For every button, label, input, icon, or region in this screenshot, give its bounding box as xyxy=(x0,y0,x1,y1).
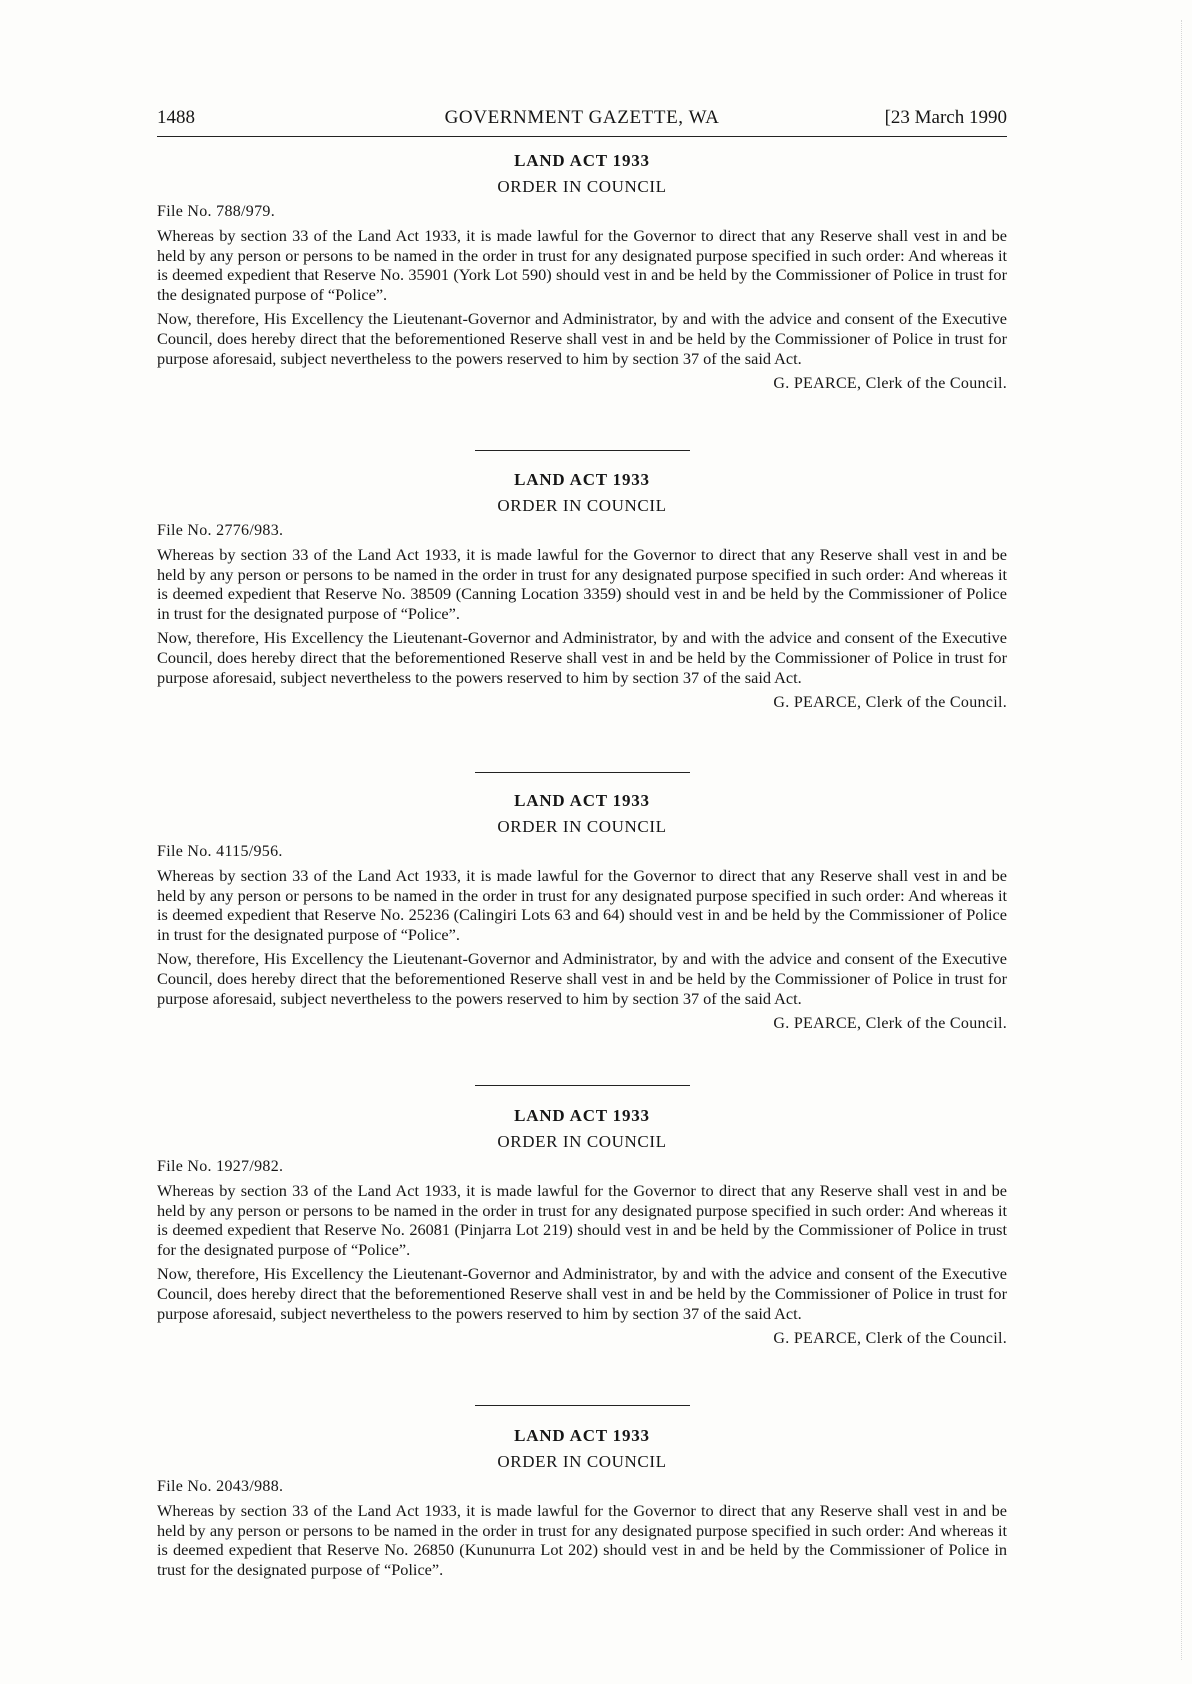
notice-subheading: ORDER IN COUNCIL xyxy=(497,1452,667,1471)
signature: G. PEARCE, Clerk of the Council. xyxy=(773,1330,1007,1348)
file-number: File No. 4115/956. xyxy=(157,843,283,860)
whereas-paragraph: Whereas by section 33 of the Land Act 1933, it is made lawful for the Governor to direct that any Reserve shall vest in and be held by any person or persons to be named in the order in trust for any designated purpose specified in such order: And whereas it is deemed expedient that Reserve No. 35901 (York Lot 590) should vest in and be held by the Commissioner of Police in trust for the designated purpose of “Police”. xyxy=(157,226,1007,304)
issue-date: [23 March 1990 xyxy=(884,107,1007,128)
signature: G. PEARCE, Clerk of the Council. xyxy=(773,375,1007,393)
notice-subheading: ORDER IN COUNCIL xyxy=(497,177,667,196)
notice xyxy=(157,1105,1007,1349)
order-paragraph: Now, therefore, His Excellency the Lieutenant-Governor and Administrator, by and with the advice and consent of the Executive Council, does hereby direct that the beforementioned Reserve shall vest in and be held by the Commissioner of Police in trust for purpose aforesaid, subject nevertheless to the powers reserved to him by section 37 of the said Act. xyxy=(157,1264,1007,1323)
notice-subheading: ORDER IN COUNCIL xyxy=(497,817,667,836)
whereas-paragraph: Whereas by section 33 of the Land Act 1933, it is made lawful for the Governor to direct that any Reserve shall vest in and be held by any person or persons to be named in the order in trust for any designated purpose specified in such order: And whereas it is deemed expedient that Reserve No. 26850 (Kununurra Lot 202) should vest in and be held by the Commissioner of Police in trust for the designated purpose of “Police”. xyxy=(157,1501,1007,1579)
file-number: File No. 2043/988. xyxy=(157,1478,284,1495)
section-divider xyxy=(475,450,690,451)
order-paragraph: Now, therefore, His Excellency the Lieutenant-Governor and Administrator, by and with the advice and consent of the Executive Council, does hereby direct that the beforementioned Reserve shall vest in and be held by the Commissioner of Police in trust for purpose aforesaid, subject nevertheless to the powers reserved to him by section 37 of the said Act. xyxy=(157,949,1007,1008)
notice xyxy=(157,469,1007,713)
publication-title: GOVERNMENT GAZETTE, WA xyxy=(444,107,720,128)
section-divider xyxy=(475,1085,690,1086)
notice-heading: LAND ACT 1933 xyxy=(514,1426,650,1445)
notice xyxy=(157,1425,1007,1579)
signature: G. PEARCE, Clerk of the Council. xyxy=(773,1015,1007,1033)
file-number: File No. 788/979. xyxy=(157,203,275,220)
section-divider xyxy=(475,772,690,773)
notice-heading: LAND ACT 1933 xyxy=(514,151,650,170)
whereas-paragraph: Whereas by section 33 of the Land Act 1933, it is made lawful for the Governor to direct that any Reserve shall vest in and be held by any person or persons to be named in the order in trust for any designated purpose specified in such order: And whereas it is deemed expedient that Reserve No. 26081 (Pinjarra Lot 219) should vest in and be held by the Commissioner of Police in trust for the designated purpose of “Police”. xyxy=(157,1181,1007,1259)
notice-heading: LAND ACT 1933 xyxy=(514,791,650,810)
whereas-paragraph: Whereas by section 33 of the Land Act 1933, it is made lawful for the Governor to direct that any Reserve shall vest in and be held by any person or persons to be named in the order in trust for any designated purpose specified in such order: And whereas it is deemed expedient that Reserve No. 38509 (Canning Location 3359) should vest in and be held by the Commissioner of Police in trust for the designated purpose of “Police”. xyxy=(157,545,1007,623)
notice xyxy=(157,150,1007,394)
file-number: File No. 1927/982. xyxy=(157,1158,284,1175)
signature: G. PEARCE, Clerk of the Council. xyxy=(773,694,1007,712)
page-header xyxy=(157,100,1007,137)
scan-edge xyxy=(1181,20,1182,1660)
section-divider xyxy=(475,1405,690,1406)
order-paragraph: Now, therefore, His Excellency the Lieutenant-Governor and Administrator, by and with the advice and consent of the Executive Council, does hereby direct that the beforementioned Reserve shall vest in and be held by the Commissioner of Police in trust for purpose aforesaid, subject nevertheless to the powers reserved to him by section 37 of the said Act. xyxy=(157,309,1007,368)
order-paragraph: Now, therefore, His Excellency the Lieutenant-Governor and Administrator, by and with the advice and consent of the Executive Council, does hereby direct that the beforementioned Reserve shall vest in and be held by the Commissioner of Police in trust for purpose aforesaid, subject nevertheless to the powers reserved to him by section 37 of the said Act. xyxy=(157,628,1007,687)
notice-heading: LAND ACT 1933 xyxy=(514,470,650,489)
whereas-paragraph: Whereas by section 33 of the Land Act 1933, it is made lawful for the Governor to direct that any Reserve shall vest in and be held by any person or persons to be named in the order in trust for any designated purpose specified in such order: And whereas it is deemed expedient that Reserve No. 25236 (Calingiri Lots 63 and 64) should vest in and be held by the Commissioner of Police in trust for the designated purpose of “Police”. xyxy=(157,866,1007,944)
file-number: File No. 2776/983. xyxy=(157,522,284,539)
notice-heading: LAND ACT 1933 xyxy=(514,1106,650,1125)
page-number: 1488 xyxy=(157,107,195,128)
notice xyxy=(157,790,1007,1034)
notice-subheading: ORDER IN COUNCIL xyxy=(497,496,667,515)
notice-subheading: ORDER IN COUNCIL xyxy=(497,1132,667,1151)
